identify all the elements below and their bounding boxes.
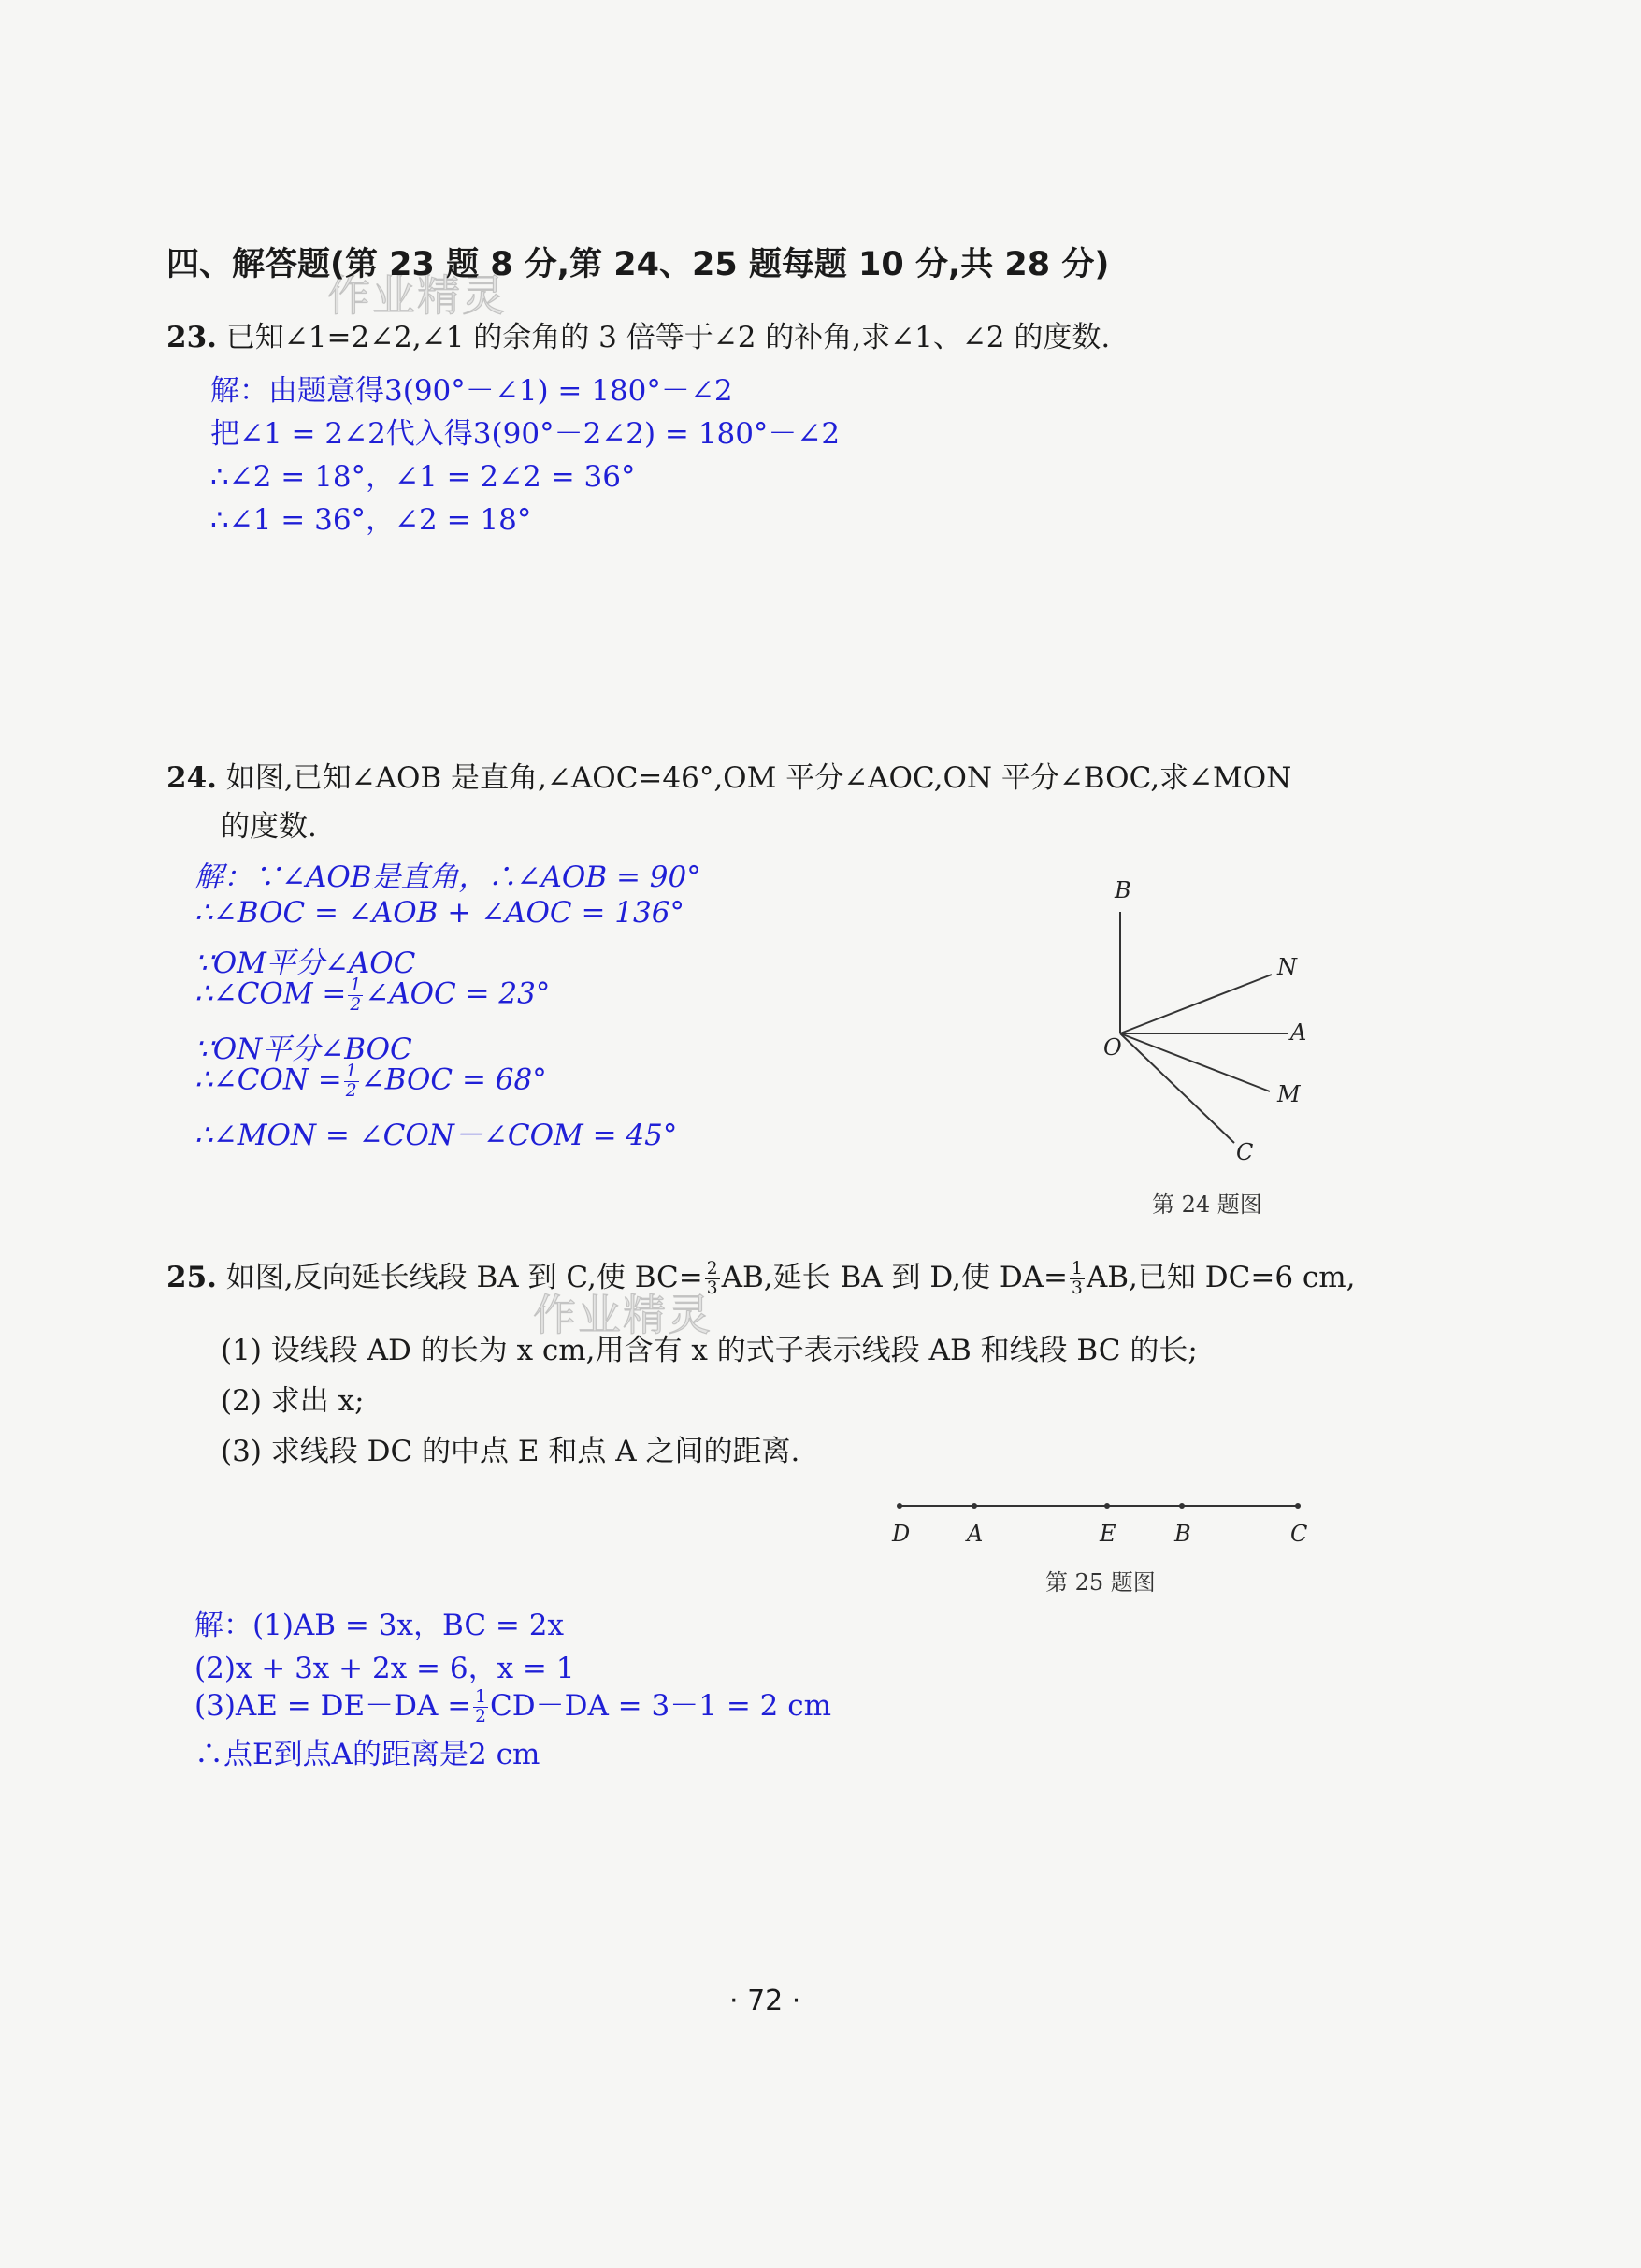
answer-line: 解：∵∠AOB是直角，∴∠AOB = 90° [194, 860, 701, 894]
figure-25-caption: 第 25 题图 [1045, 1569, 1156, 1596]
figure-24 [1075, 870, 1318, 1169]
label-C: C [1236, 1139, 1254, 1165]
answer-line: ∵OM平分∠AOC [194, 946, 416, 980]
fraction: $\frac{1}{3}$ [1072, 1259, 1083, 1298]
label-A: A [1290, 1019, 1307, 1046]
answer-line: 解：由题意得3(90°－∠1) = 180°－∠2 [210, 374, 733, 408]
section-heading: 四、解答题(第 23 题 8 分,第 24、25 题每题 10 分,共 28 分) [166, 246, 1110, 283]
question-number: 24. [166, 761, 217, 795]
label-C: C [1290, 1521, 1308, 1547]
sub-question-2: (2) 求出 x; [221, 1384, 365, 1418]
question-23 [166, 313, 1110, 355]
answer-line: ∴∠1 = 36°，∠2 = 18° [210, 503, 532, 537]
point-B [1179, 1503, 1185, 1509]
answer-line: ∴∠MON = ∠CON－∠COM = 45° [194, 1119, 678, 1152]
figure-24-caption: 第 24 题图 [1152, 1192, 1262, 1218]
watermark: 作业精灵 [533, 1290, 713, 1340]
question-25: 25. 如图,反向延长线段 BA 到 C,使 BC= $\frac{2}{3}$ AB,延长 BA 到 D,使 DA= $\frac{1}{3}$ AB,已知 DC=6 cm, [166, 1259, 1356, 1298]
question-text-cont: 的度数. [221, 810, 317, 844]
question-text: 已知∠1=2∠2,∠1 的余角的 3 倍等于∠2 的补角,求∠1、∠2 的度数. [225, 321, 1111, 354]
ray-OC [1120, 1033, 1234, 1143]
fraction: $\frac{1}{2}$ [345, 1062, 357, 1101]
label-D: D [892, 1521, 911, 1547]
point-E [1104, 1503, 1110, 1509]
answer-line: ∴∠BOC = ∠AOB + ∠AOC = 136° [194, 896, 684, 930]
answer-line: ∴∠2 = 18°，∠1 = 2∠2 = 36° [210, 460, 636, 494]
label-O: O [1103, 1034, 1122, 1061]
label-A: A [967, 1521, 984, 1547]
question-number: 25. [166, 1261, 217, 1294]
answer-line: ∴∠COM = $\frac{1}{2}$ ∠AOC = 23° [194, 975, 551, 1015]
figure-25 [879, 1487, 1318, 1553]
point-A [972, 1503, 977, 1509]
answer-line: ∵ON平分∠BOC [194, 1033, 412, 1066]
ray-ON [1120, 975, 1272, 1033]
question-24 [166, 754, 1291, 796]
label-N: N [1277, 954, 1297, 980]
question-text: 如图,已知∠AOB 是直角,∠AOC=46°,OM 平分∠AOC,ON 平分∠BOC,求∠MON [225, 761, 1292, 795]
sub-question-3: (3) 求线段 DC 的中点 E 和点 A 之间的距离. [221, 1435, 800, 1468]
answer-line: 把∠1 = 2∠2代入得3(90°－2∠2) = 180°－∠2 [210, 417, 841, 451]
answer-line: (2)x + 3x + 2x = 6，x = 1 [194, 1652, 575, 1685]
label-B: B [1174, 1521, 1191, 1547]
page-number: · 72 · [729, 1985, 801, 2017]
answer-line: 解：(1)AB = 3x，BC = 2x [194, 1609, 564, 1642]
fraction: $\frac{1}{2}$ [475, 1687, 487, 1726]
fraction: $\frac{1}{2}$ [350, 975, 362, 1015]
sub-question-1: (1) 设线段 AD 的长为 x cm,用含有 x 的式子表示线段 AB 和线段 BC 的长; [221, 1334, 1198, 1367]
label-B: B [1115, 877, 1131, 903]
watermark: 作业精灵 [327, 270, 507, 321]
fraction: $\frac{2}{3}$ [706, 1259, 718, 1298]
answer-line: (3)AE = DE－DA = $\frac{1}{2}$ CD－DA = 3－1 = 2 cm [194, 1687, 831, 1726]
answer-line: ∴∠CON = $\frac{1}{2}$ ∠BOC = 68° [194, 1062, 547, 1101]
question-number: 23. [166, 321, 217, 354]
label-M: M [1277, 1081, 1301, 1107]
label-E: E [1100, 1521, 1116, 1547]
ray-OM [1120, 1033, 1270, 1091]
answer-line: ∴点E到点A的距离是2 cm [194, 1738, 540, 1771]
point-D [897, 1503, 902, 1509]
point-C [1295, 1503, 1301, 1509]
